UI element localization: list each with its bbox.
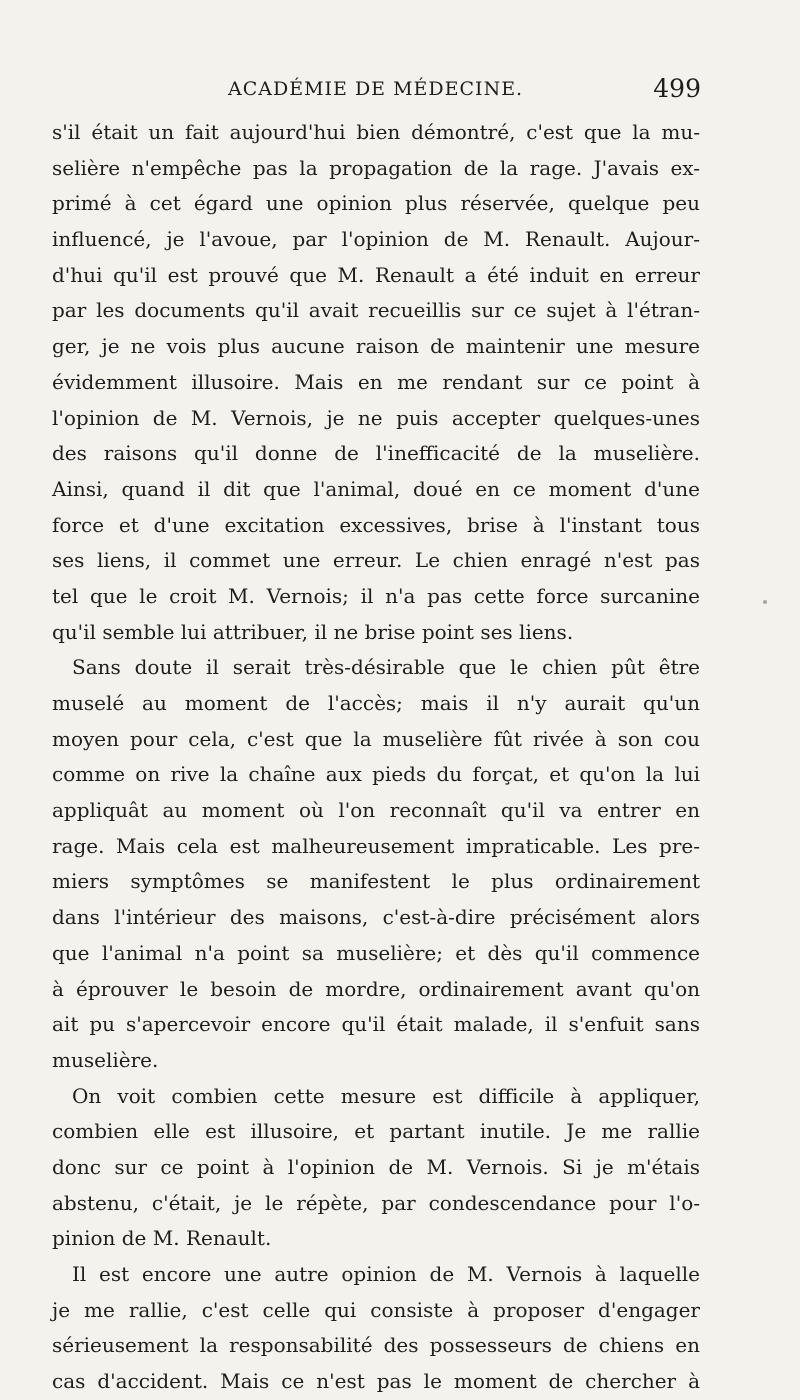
text-line: tel que le croit M. Vernois; il n'a pas cette force surcanine bbox=[52, 583, 700, 608]
text-line: comme on rive la chaîne aux pieds du forçat, et qu'on la lui bbox=[52, 762, 700, 787]
text-line: qu'il semble lui attribuer, il ne brise point ses liens. bbox=[52, 619, 574, 644]
text-line: donc sur ce point à l'opinion de M. Vernois. Si je m'étais bbox=[52, 1154, 700, 1179]
text-line: cas d'accident. Mais ce n'est pas le moment de chercher à bbox=[52, 1369, 700, 1394]
text-line: miers symptômes se manifestent le plus ordinairement bbox=[52, 869, 700, 894]
text-line: d'hui qu'il est prouvé que M. Renault a été induit en erreur bbox=[52, 262, 700, 287]
paragraph-start-line: On voit combien cette mesure est difficile à appliquer, bbox=[72, 1083, 700, 1108]
text-line: appliquât au moment où l'on reconnaît qu'il va entrer en bbox=[52, 798, 700, 823]
text-line: sérieusement la responsabilité des possesseurs de chiens en bbox=[52, 1333, 700, 1358]
text-line: moyen pour cela, c'est que la muselière fût rivée à son cou bbox=[52, 726, 700, 751]
text-line: combien elle est illusoire, et partant inutile. Je me rallie bbox=[52, 1119, 700, 1144]
body-text bbox=[52, 115, 700, 1400]
text-line: primé à cet égard une opinion plus réservée, quelque peu bbox=[52, 191, 700, 216]
text-line: à éprouver le besoin de mordre, ordinairement avant qu'on bbox=[52, 976, 700, 1001]
text-line: selière n'empêche pas la propagation de la rage. J'avais ex- bbox=[52, 155, 700, 180]
text-line: muselière. bbox=[52, 1047, 159, 1072]
text-line: force et d'une excitation excessives, brise à l'instant tous bbox=[52, 512, 700, 537]
text-line: ger, je ne vois plus aucune raison de maintenir une mesure bbox=[52, 334, 700, 359]
ink-speck bbox=[763, 600, 767, 604]
text-line: rage. Mais cela est malheureusement impraticable. Les pre- bbox=[52, 833, 700, 858]
text-line: évidemment illusoire. Mais en me rendant sur ce point à bbox=[52, 369, 700, 394]
text-line: muselé au moment de l'accès; mais il n'y aurait qu'un bbox=[52, 691, 700, 715]
text-line: influencé, je l'avoue, par l'opinion de M. Renault. Aujour- bbox=[52, 227, 700, 252]
paragraph-start-line: Il est encore une autre opinion de M. Vernois à laquelle bbox=[72, 1262, 700, 1286]
text-line: abstenu, c'était, je le répète, par condescendance pour l'o- bbox=[52, 1190, 700, 1215]
text-line: que l'animal n'a point sa muselière; et dès qu'il commence bbox=[52, 940, 700, 965]
text-line: des raisons qu'il donne de l'inefficacité de la muselière. bbox=[52, 441, 700, 466]
text-line: l'opinion de M. Vernois, je ne puis accepter quelques-unes bbox=[52, 405, 700, 430]
text-line: par les documents qu'il avait recueillis sur ce sujet à l'étran- bbox=[52, 298, 700, 323]
text-line: dans l'intérieur des maisons, c'est-à-dire précisément alors bbox=[52, 905, 700, 930]
text-line: pinion de M. Renault. bbox=[52, 1226, 272, 1251]
page-number: 499 bbox=[653, 74, 701, 103]
text-line: ait pu s'apercevoir encore qu'il était malade, il s'enfuit sans bbox=[52, 1012, 700, 1037]
running-header bbox=[190, 74, 705, 108]
text-line: Ainsi, quand il dit que l'animal, doué en ce moment d'une bbox=[52, 476, 700, 501]
running-title: ACADÉMIE DE MÉDECINE. bbox=[228, 78, 524, 100]
text-line: s'il était un fait aujourd'hui bien démontré, c'est que la mu- bbox=[52, 120, 700, 144]
text-line: ses liens, il commet une erreur. Le chien enragé n'est pas bbox=[52, 548, 700, 573]
text-line: je me rallie, c'est celle qui consiste à proposer d'engager bbox=[52, 1297, 700, 1322]
paragraph-start-line: Sans doute il serait très-désirable que le chien pût être bbox=[72, 655, 700, 680]
